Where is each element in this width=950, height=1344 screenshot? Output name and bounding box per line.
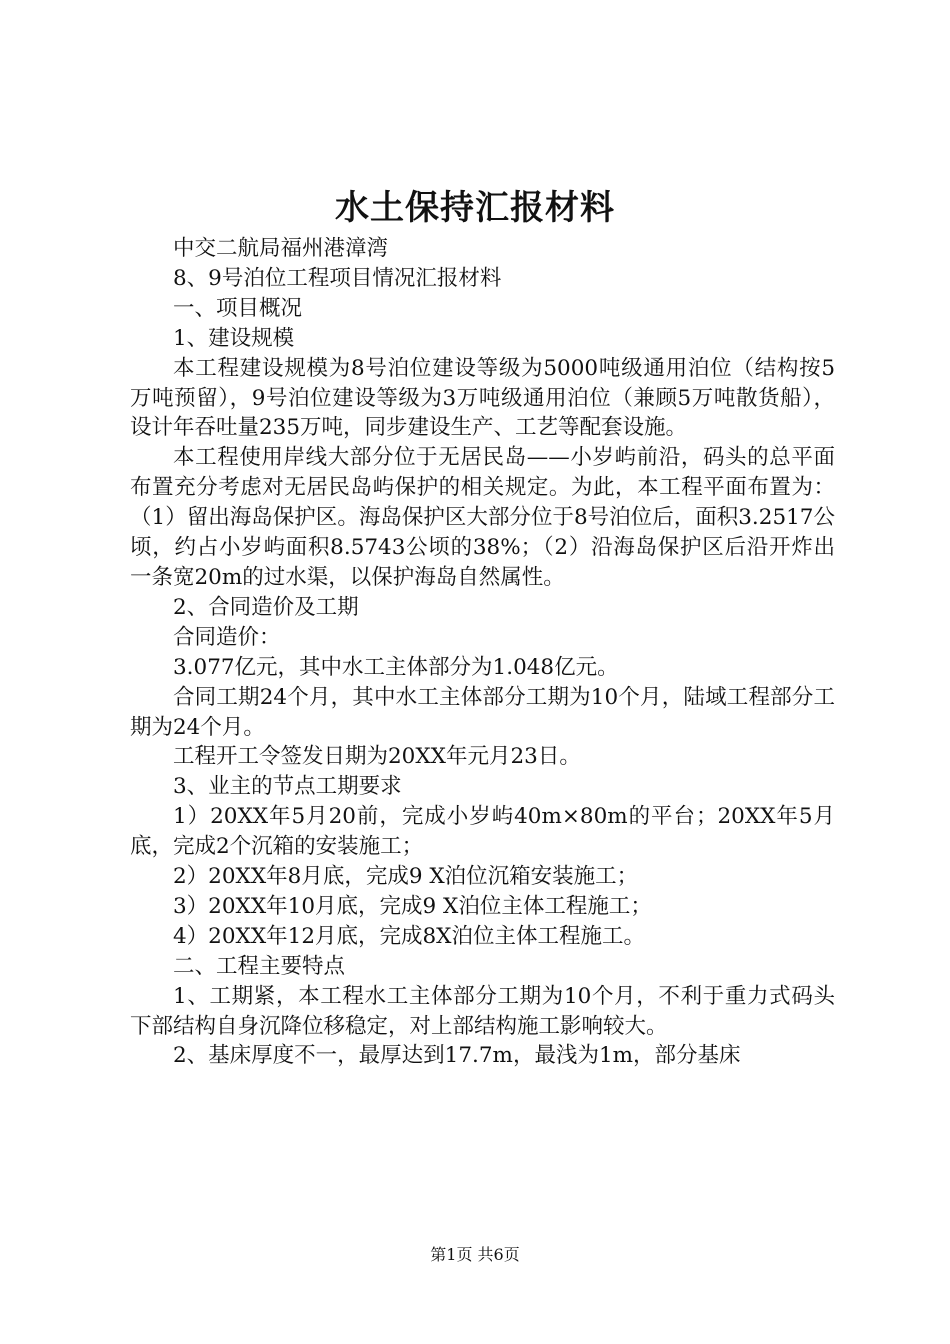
subsection-heading: 3、业主的节点工期要求 — [173, 774, 402, 800]
list-item: 2）20XX年8月底，完成9 X泊位沉箱安装施工； — [173, 864, 639, 890]
document-title: 水土保持汇报材料 — [335, 188, 615, 228]
paragraph: 本工程建设规模为8号泊位建设等级为5000吨级通用泊位（结构按5万吨预留），9号泊位建设等级为3万吨级通用泊位（兼顾5万吨散货船），设计年吞吐量235万吨，同步建设生产、工艺等配套设施。 — [130, 355, 835, 441]
paragraph: 8、9号泊位工程项目情况汇报材料 — [173, 265, 502, 291]
paragraph: 中交二航局福州港漳湾 — [173, 236, 389, 261]
section-heading: 二、工程主要特点 — [173, 953, 346, 979]
list-item: 1）20XX年5月20前，完成小岁屿40m×80m的平台；20XX年5月底，完成2个沉箱的安装施工； — [130, 804, 835, 860]
paragraph: 合同造价： — [173, 624, 281, 650]
paragraph: 1、工期紧，本工程水工主体部分工期为10个月，不利于重力式码头下部结构自身沉降位移稳定，对上部结构施工影响较大。 — [130, 983, 835, 1039]
section-heading: 一、项目概况 — [173, 295, 303, 321]
list-item: 4）20XX年12月底，完成8X泊位主体工程施工。 — [173, 923, 645, 949]
paragraph: 2、基床厚度不一，最厚达到17.7m，最浅为1m，部分基床 — [173, 1043, 741, 1069]
paragraph: 3.077亿元，其中水工主体部分为1.048亿元。 — [173, 654, 619, 680]
subsection-heading: 2、合同造价及工期 — [173, 594, 359, 620]
paragraph: 本工程使用岸线大部分位于无居民岛——小岁屿前沿，码头的总平面布置充分考虑对无居民岛屿保护的相关规定。为此，本工程平面布置为：（1）留出海岛保护区。海岛保护区大部分位于8号泊位后，面积3.2517公顷，约占小岁屿面积8.5743公顷的38%；（2）沿海岛保护区后沿开炸出一条宽20m的过水渠，以保护海岛自然属性。 — [130, 445, 835, 590]
paragraph: 合同工期24个月，其中水工主体部分工期为10个月，陆域工程部分工期为24个月。 — [130, 684, 835, 740]
page-number-footer: 第1页 共6页 — [430, 1245, 520, 1264]
subsection-heading: 1、建设规模 — [173, 325, 295, 351]
list-item: 3）20XX年10月底，完成9 X泊位主体工程施工； — [173, 893, 652, 919]
document-body — [130, 234, 835, 1071]
paragraph: 工程开工令签发日期为20XX年元月23日。 — [173, 744, 581, 770]
